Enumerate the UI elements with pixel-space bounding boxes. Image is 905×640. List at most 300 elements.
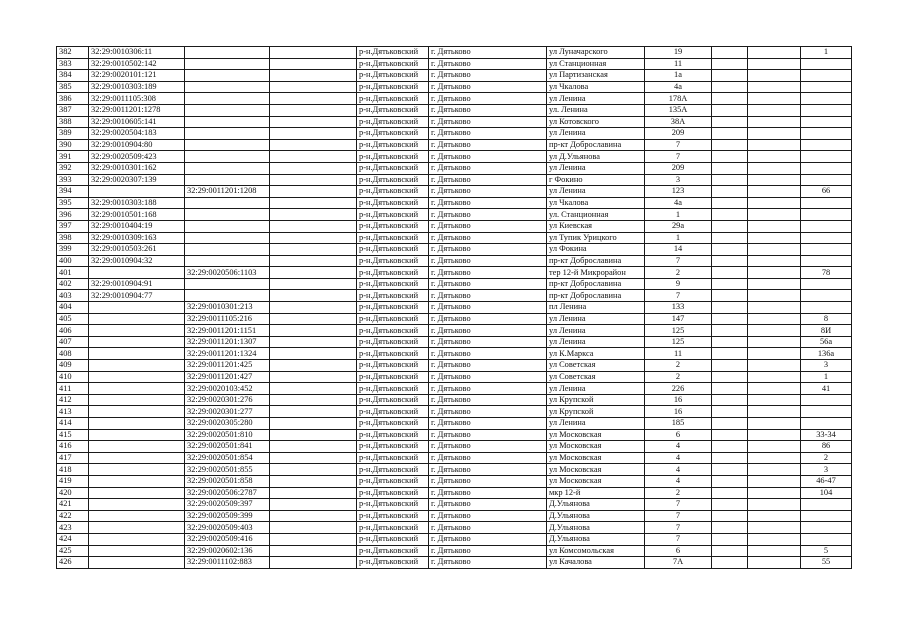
- table-row: [57, 557, 852, 569]
- empty-column-cell: [712, 475, 748, 487]
- district-cell: р-н.Дятьковский: [357, 441, 429, 453]
- house-number-cell: 7: [645, 533, 712, 545]
- cadastral-number-a-cell: 32:29:0010502:142: [89, 58, 185, 70]
- extra-column-2-cell: [748, 232, 801, 244]
- street-cell: ул Чкалова: [547, 81, 645, 93]
- cadastral-number-a-cell: 32:29:0010301:162: [89, 162, 185, 174]
- house-number-cell: 125: [645, 325, 712, 337]
- apartment-number-cell: [801, 406, 852, 418]
- cadastral-number-a-cell: [89, 441, 185, 453]
- table-row: [57, 278, 852, 290]
- row-number-cell: 414: [57, 418, 89, 430]
- extra-column-2-cell: [748, 47, 801, 59]
- extra-column-cell: [270, 93, 357, 105]
- city-cell: г. Дятьково: [429, 557, 547, 569]
- extra-column-cell: [270, 499, 357, 511]
- cadastral-number-a-cell: 32:29:0010303:189: [89, 81, 185, 93]
- cadastral-number-a-cell: [89, 394, 185, 406]
- district-cell: р-н.Дятьковский: [357, 116, 429, 128]
- street-cell: ул Советская: [547, 371, 645, 383]
- house-number-cell: 226: [645, 383, 712, 395]
- apartment-number-cell: [801, 93, 852, 105]
- district-cell: р-н.Дятьковский: [357, 475, 429, 487]
- extra-column-cell: [270, 255, 357, 267]
- apartment-number-cell: 136а: [801, 348, 852, 360]
- extra-column-cell: [270, 128, 357, 140]
- house-number-cell: 7: [645, 499, 712, 511]
- cadastral-number-a-cell: [89, 406, 185, 418]
- district-cell: р-н.Дятьковский: [357, 128, 429, 140]
- row-number-cell: 404: [57, 302, 89, 314]
- district-cell: р-н.Дятьковский: [357, 186, 429, 198]
- cadastral-number-b-cell: 32:29:0020509:399: [185, 510, 270, 522]
- house-number-cell: 2: [645, 267, 712, 279]
- cadastral-number-b-cell: [185, 162, 270, 174]
- extra-column-cell: [270, 151, 357, 163]
- cadastral-number-a-cell: [89, 487, 185, 499]
- house-number-cell: 7: [645, 139, 712, 151]
- cadastral-number-a-cell: [89, 383, 185, 395]
- empty-column-cell: [712, 406, 748, 418]
- row-number-cell: 388: [57, 116, 89, 128]
- extra-column-2-cell: [748, 278, 801, 290]
- street-cell: Д.Ульянова: [547, 499, 645, 511]
- cadastral-number-b-cell: [185, 232, 270, 244]
- row-number-cell: 407: [57, 336, 89, 348]
- apartment-number-cell: [801, 394, 852, 406]
- row-number-cell: 421: [57, 499, 89, 511]
- empty-column-cell: [712, 244, 748, 256]
- extra-column-2-cell: [748, 487, 801, 499]
- cadastral-number-a-cell: 32:29:0010605:141: [89, 116, 185, 128]
- city-cell: г. Дятьково: [429, 510, 547, 522]
- table-row: [57, 348, 852, 360]
- apartment-number-cell: [801, 522, 852, 534]
- row-number-cell: 417: [57, 452, 89, 464]
- street-cell: ул Ленина: [547, 93, 645, 105]
- property-table: [56, 46, 852, 569]
- street-cell: ул Комсомольская: [547, 545, 645, 557]
- city-cell: г. Дятьково: [429, 209, 547, 221]
- extra-column-2-cell: [748, 325, 801, 337]
- cadastral-number-a-cell: 32:29:0010303:188: [89, 197, 185, 209]
- empty-column-cell: [712, 441, 748, 453]
- empty-column-cell: [712, 464, 748, 476]
- apartment-number-cell: [801, 58, 852, 70]
- row-number-cell: 408: [57, 348, 89, 360]
- table-row: [57, 406, 852, 418]
- cadastral-number-a-cell: [89, 371, 185, 383]
- row-number-cell: 409: [57, 360, 89, 372]
- house-number-cell: 11: [645, 58, 712, 70]
- row-number-cell: 405: [57, 313, 89, 325]
- street-cell: ул. Ленина: [547, 104, 645, 116]
- cadastral-number-b-cell: 32:29:0020301:276: [185, 394, 270, 406]
- city-cell: г. Дятьково: [429, 197, 547, 209]
- cadastral-number-b-cell: 32:29:0020103:452: [185, 383, 270, 395]
- house-number-cell: 4: [645, 475, 712, 487]
- extra-column-cell: [270, 325, 357, 337]
- cadastral-number-b-cell: 32:29:0020506:2787: [185, 487, 270, 499]
- empty-column-cell: [712, 499, 748, 511]
- empty-column-cell: [712, 58, 748, 70]
- street-cell: ул К.Маркса: [547, 348, 645, 360]
- table-row: [57, 209, 852, 221]
- district-cell: р-н.Дятьковский: [357, 162, 429, 174]
- extra-column-2-cell: [748, 360, 801, 372]
- city-cell: г. Дятьково: [429, 325, 547, 337]
- row-number-cell: 411: [57, 383, 89, 395]
- empty-column-cell: [712, 186, 748, 198]
- district-cell: р-н.Дятьковский: [357, 348, 429, 360]
- extra-column-cell: [270, 487, 357, 499]
- extra-column-cell: [270, 360, 357, 372]
- district-cell: р-н.Дятьковский: [357, 336, 429, 348]
- extra-column-cell: [270, 429, 357, 441]
- house-number-cell: 209: [645, 162, 712, 174]
- cadastral-number-b-cell: [185, 244, 270, 256]
- house-number-cell: 4: [645, 464, 712, 476]
- empty-column-cell: [712, 302, 748, 314]
- cadastral-number-b-cell: [185, 151, 270, 163]
- street-cell: ул Ленина: [547, 325, 645, 337]
- table-row: [57, 139, 852, 151]
- extra-column-2-cell: [748, 220, 801, 232]
- extra-column-2-cell: [748, 197, 801, 209]
- street-cell: ул Луначарского: [547, 47, 645, 59]
- district-cell: р-н.Дятьковский: [357, 267, 429, 279]
- cadastral-number-b-cell: [185, 174, 270, 186]
- extra-column-cell: [270, 162, 357, 174]
- cadastral-number-b-cell: [185, 104, 270, 116]
- district-cell: р-н.Дятьковский: [357, 383, 429, 395]
- house-number-cell: 6: [645, 545, 712, 557]
- row-number-cell: 397: [57, 220, 89, 232]
- extra-column-2-cell: [748, 151, 801, 163]
- city-cell: г. Дятьково: [429, 313, 547, 325]
- row-number-cell: 425: [57, 545, 89, 557]
- table-row: [57, 475, 852, 487]
- table-row: [57, 290, 852, 302]
- extra-column-2-cell: [748, 499, 801, 511]
- row-number-cell: 393: [57, 174, 89, 186]
- cadastral-number-b-cell: [185, 70, 270, 82]
- house-number-cell: 7: [645, 290, 712, 302]
- street-cell: ул Качалова: [547, 557, 645, 569]
- table-row: [57, 197, 852, 209]
- city-cell: г. Дятьково: [429, 139, 547, 151]
- street-cell: ул Чкалова: [547, 197, 645, 209]
- district-cell: р-н.Дятьковский: [357, 197, 429, 209]
- house-number-cell: 185: [645, 418, 712, 430]
- district-cell: р-н.Дятьковский: [357, 533, 429, 545]
- apartment-number-cell: [801, 290, 852, 302]
- apartment-number-cell: 104: [801, 487, 852, 499]
- extra-column-cell: [270, 336, 357, 348]
- street-cell: ул Московская: [547, 464, 645, 476]
- empty-column-cell: [712, 418, 748, 430]
- cadastral-number-b-cell: [185, 255, 270, 267]
- city-cell: г. Дятьково: [429, 452, 547, 464]
- table-row: [57, 151, 852, 163]
- city-cell: г. Дятьково: [429, 302, 547, 314]
- extra-column-2-cell: [748, 128, 801, 140]
- table-row: [57, 174, 852, 186]
- district-cell: р-н.Дятьковский: [357, 464, 429, 476]
- extra-column-2-cell: [748, 545, 801, 557]
- empty-column-cell: [712, 128, 748, 140]
- district-cell: р-н.Дятьковский: [357, 70, 429, 82]
- street-cell: мкр 12-й: [547, 487, 645, 499]
- district-cell: р-н.Дятьковский: [357, 313, 429, 325]
- empty-column-cell: [712, 70, 748, 82]
- district-cell: р-н.Дятьковский: [357, 325, 429, 337]
- cadastral-number-a-cell: 32:29:0010501:168: [89, 209, 185, 221]
- row-number-cell: 420: [57, 487, 89, 499]
- cadastral-number-b-cell: [185, 58, 270, 70]
- cadastral-number-b-cell: 32:29:0020501:810: [185, 429, 270, 441]
- apartment-number-cell: 8: [801, 313, 852, 325]
- extra-column-2-cell: [748, 452, 801, 464]
- table-row: [57, 220, 852, 232]
- house-number-cell: 29а: [645, 220, 712, 232]
- extra-column-2-cell: [748, 336, 801, 348]
- street-cell: г Фокино: [547, 174, 645, 186]
- extra-column-cell: [270, 186, 357, 198]
- district-cell: р-н.Дятьковский: [357, 557, 429, 569]
- table-row: [57, 244, 852, 256]
- street-cell: пр-кт Доброславина: [547, 290, 645, 302]
- apartment-number-cell: 46-47: [801, 475, 852, 487]
- extra-column-cell: [270, 267, 357, 279]
- street-cell: ул Ленина: [547, 128, 645, 140]
- district-cell: р-н.Дятьковский: [357, 406, 429, 418]
- cadastral-number-b-cell: [185, 47, 270, 59]
- row-number-cell: 384: [57, 70, 89, 82]
- cadastral-number-b-cell: 32:29:0011102:883: [185, 557, 270, 569]
- city-cell: г. Дятьково: [429, 371, 547, 383]
- cadastral-number-a-cell: [89, 325, 185, 337]
- city-cell: г. Дятьково: [429, 429, 547, 441]
- cadastral-number-a-cell: [89, 533, 185, 545]
- extra-column-2-cell: [748, 383, 801, 395]
- empty-column-cell: [712, 174, 748, 186]
- city-cell: г. Дятьково: [429, 522, 547, 534]
- extra-column-cell: [270, 290, 357, 302]
- street-cell: пл Ленина: [547, 302, 645, 314]
- cadastral-number-a-cell: 32:29:0020504:183: [89, 128, 185, 140]
- extra-column-cell: [270, 475, 357, 487]
- empty-column-cell: [712, 81, 748, 93]
- house-number-cell: 1: [645, 209, 712, 221]
- extra-column-2-cell: [748, 139, 801, 151]
- table-row: [57, 499, 852, 511]
- street-cell: ул Тупик Урицкого: [547, 232, 645, 244]
- cadastral-number-b-cell: 32:29:0011201:1307: [185, 336, 270, 348]
- row-number-cell: 406: [57, 325, 89, 337]
- house-number-cell: 16: [645, 406, 712, 418]
- city-cell: г. Дятьково: [429, 336, 547, 348]
- extra-column-cell: [270, 232, 357, 244]
- extra-column-cell: [270, 302, 357, 314]
- apartment-number-cell: [801, 220, 852, 232]
- district-cell: р-н.Дятьковский: [357, 174, 429, 186]
- apartment-number-cell: 3: [801, 464, 852, 476]
- cadastral-number-b-cell: 32:29:0020506:1103: [185, 267, 270, 279]
- empty-column-cell: [712, 522, 748, 534]
- table-row: [57, 487, 852, 499]
- table-row: [57, 186, 852, 198]
- empty-column-cell: [712, 162, 748, 174]
- apartment-number-cell: [801, 255, 852, 267]
- district-cell: р-н.Дятьковский: [357, 499, 429, 511]
- empty-column-cell: [712, 533, 748, 545]
- apartment-number-cell: 8И: [801, 325, 852, 337]
- street-cell: ул Ленина: [547, 336, 645, 348]
- cadastral-number-a-cell: 32:29:0010306:11: [89, 47, 185, 59]
- house-number-cell: 125: [645, 336, 712, 348]
- extra-column-2-cell: [748, 244, 801, 256]
- house-number-cell: 123: [645, 186, 712, 198]
- cadastral-number-a-cell: 32:29:0011201:1278: [89, 104, 185, 116]
- house-number-cell: 16: [645, 394, 712, 406]
- district-cell: р-н.Дятьковский: [357, 545, 429, 557]
- cadastral-number-a-cell: 32:29:0020307:139: [89, 174, 185, 186]
- city-cell: г. Дятьково: [429, 220, 547, 232]
- cadastral-number-b-cell: 32:29:0020501:855: [185, 464, 270, 476]
- cadastral-number-b-cell: 32:29:0020509:416: [185, 533, 270, 545]
- cadastral-number-a-cell: [89, 336, 185, 348]
- apartment-number-cell: 41: [801, 383, 852, 395]
- row-number-cell: 398: [57, 232, 89, 244]
- city-cell: г. Дятьково: [429, 244, 547, 256]
- empty-column-cell: [712, 394, 748, 406]
- cadastral-number-b-cell: [185, 116, 270, 128]
- district-cell: р-н.Дятьковский: [357, 360, 429, 372]
- apartment-number-cell: [801, 174, 852, 186]
- district-cell: р-н.Дятьковский: [357, 394, 429, 406]
- extra-column-cell: [270, 406, 357, 418]
- empty-column-cell: [712, 313, 748, 325]
- cadastral-number-a-cell: [89, 475, 185, 487]
- extra-column-cell: [270, 81, 357, 93]
- cadastral-number-a-cell: 32:29:0010503:261: [89, 244, 185, 256]
- district-cell: р-н.Дятьковский: [357, 244, 429, 256]
- cadastral-number-b-cell: [185, 139, 270, 151]
- street-cell: пр-кт Доброславина: [547, 139, 645, 151]
- street-cell: ул Д.Ульянова: [547, 151, 645, 163]
- city-cell: г. Дятьково: [429, 81, 547, 93]
- house-number-cell: 1а: [645, 70, 712, 82]
- city-cell: г. Дятьково: [429, 128, 547, 140]
- table-row: [57, 81, 852, 93]
- extra-column-2-cell: [748, 429, 801, 441]
- extra-column-cell: [270, 104, 357, 116]
- apartment-number-cell: [801, 128, 852, 140]
- city-cell: г. Дятьково: [429, 186, 547, 198]
- row-number-cell: 413: [57, 406, 89, 418]
- extra-column-2-cell: [748, 162, 801, 174]
- district-cell: р-н.Дятьковский: [357, 255, 429, 267]
- empty-column-cell: [712, 139, 748, 151]
- empty-column-cell: [712, 487, 748, 499]
- cadastral-number-b-cell: [185, 220, 270, 232]
- extra-column-2-cell: [748, 116, 801, 128]
- cadastral-number-b-cell: 32:29:0011105:216: [185, 313, 270, 325]
- district-cell: р-н.Дятьковский: [357, 58, 429, 70]
- empty-column-cell: [712, 371, 748, 383]
- apartment-number-cell: 66: [801, 186, 852, 198]
- house-number-cell: 7: [645, 255, 712, 267]
- row-number-cell: 418: [57, 464, 89, 476]
- street-cell: ул Московская: [547, 475, 645, 487]
- cadastral-number-a-cell: [89, 186, 185, 198]
- extra-column-2-cell: [748, 302, 801, 314]
- cadastral-number-a-cell: [89, 360, 185, 372]
- empty-column-cell: [712, 47, 748, 59]
- city-cell: г. Дятьково: [429, 383, 547, 395]
- district-cell: р-н.Дятьковский: [357, 139, 429, 151]
- street-cell: Д.Ульянова: [547, 510, 645, 522]
- empty-column-cell: [712, 383, 748, 395]
- cadastral-number-a-cell: 32:29:0010404:19: [89, 220, 185, 232]
- district-cell: р-н.Дятьковский: [357, 209, 429, 221]
- house-number-cell: 135А: [645, 104, 712, 116]
- cadastral-number-a-cell: [89, 418, 185, 430]
- extra-column-2-cell: [748, 371, 801, 383]
- extra-column-cell: [270, 522, 357, 534]
- table-row: [57, 429, 852, 441]
- table-row: [57, 232, 852, 244]
- empty-column-cell: [712, 510, 748, 522]
- street-cell: ул Киевская: [547, 220, 645, 232]
- city-cell: г. Дятьково: [429, 267, 547, 279]
- extra-column-2-cell: [748, 522, 801, 534]
- street-cell: ул Ленина: [547, 383, 645, 395]
- table-row: [57, 58, 852, 70]
- extra-column-cell: [270, 441, 357, 453]
- empty-column-cell: [712, 116, 748, 128]
- apartment-number-cell: 2: [801, 452, 852, 464]
- house-number-cell: 19: [645, 47, 712, 59]
- extra-column-2-cell: [748, 464, 801, 476]
- house-number-cell: 4: [645, 452, 712, 464]
- extra-column-2-cell: [748, 313, 801, 325]
- table-row: [57, 383, 852, 395]
- row-number-cell: 383: [57, 58, 89, 70]
- apartment-number-cell: [801, 209, 852, 221]
- city-cell: г. Дятьково: [429, 545, 547, 557]
- cadastral-number-b-cell: 32:29:0011201:425: [185, 360, 270, 372]
- table-row: [57, 533, 852, 545]
- empty-column-cell: [712, 348, 748, 360]
- city-cell: г. Дятьково: [429, 360, 547, 372]
- district-cell: р-н.Дятьковский: [357, 81, 429, 93]
- city-cell: г. Дятьково: [429, 475, 547, 487]
- empty-column-cell: [712, 151, 748, 163]
- extra-column-cell: [270, 418, 357, 430]
- cadastral-number-a-cell: 32:29:0010904:32: [89, 255, 185, 267]
- table-row: [57, 464, 852, 476]
- street-cell: ул Московская: [547, 452, 645, 464]
- district-cell: р-н.Дятьковский: [357, 220, 429, 232]
- extra-column-2-cell: [748, 418, 801, 430]
- cadastral-number-b-cell: [185, 278, 270, 290]
- apartment-number-cell: 33-34: [801, 429, 852, 441]
- apartment-number-cell: 3: [801, 360, 852, 372]
- district-cell: р-н.Дятьковский: [357, 487, 429, 499]
- row-number-cell: 403: [57, 290, 89, 302]
